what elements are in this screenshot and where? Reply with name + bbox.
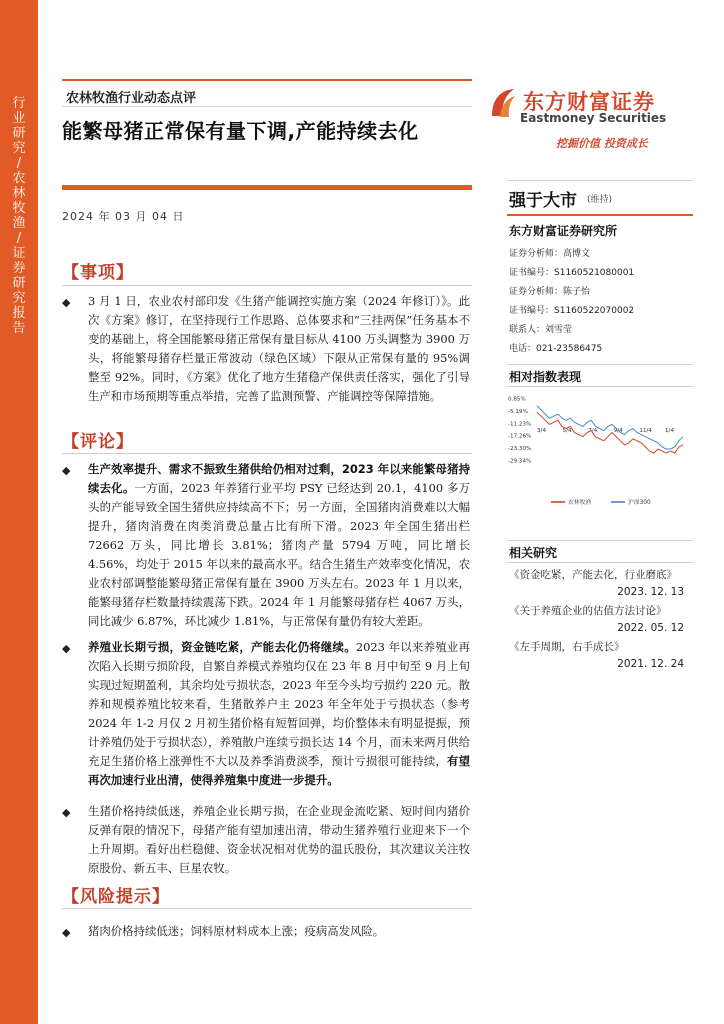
analyst-line: 证券分析师：高博文	[509, 249, 591, 259]
chart-y-tick-label: -23.30%	[508, 446, 532, 453]
comment-heading: 【评论】	[62, 432, 134, 452]
header-rule	[62, 79, 472, 81]
relative-index-chart	[507, 390, 693, 514]
rating-top-rule	[507, 180, 693, 181]
related-rule	[507, 562, 693, 563]
bullet-icon: ◆	[62, 296, 71, 309]
events-paragraph: 3 月 1 日，农业农村部印发《生猪产能调控实施方案（2024 年修订）》。此次《方案》修订，在坚持现行工作思路、总体要求和“三挂两保”任务基本不变的基础上，将全国能繁母猪正常保有量目标从 4100 万头调整为 3900 万头，将能繁母猪存栏量正常波动（绿色区域）下限从正常保有量的 95%调整至 92%。同时，《方案》优化了地方生猪稳产保供责任落实，强化了引导生产和市场预期等重点举措，完善了监测预警、产能调控等保障措施。	[88, 294, 470, 403]
chart-y-tick-label: -5.19%	[508, 408, 528, 415]
chart-x-tick-label: 5/4	[562, 428, 572, 434]
analyst-line: 证书编号：S1160521080001	[509, 268, 635, 278]
chart-legend-label: 农林牧渔	[568, 500, 592, 507]
related-item-date: 2023. 12. 13	[617, 586, 684, 598]
related-item-title[interactable]: 《资金吃紧，产能去化，行业磨底》	[509, 569, 677, 581]
analyst-line: 电话：021-23586475	[509, 344, 603, 354]
chart-x-tick-label: 7/4	[588, 428, 598, 434]
chart-x-tick-label: 11/4	[639, 428, 652, 434]
chart-section-rule-top	[507, 364, 693, 365]
rating-bottom-rule	[507, 214, 693, 216]
report-title: 能繁母猪正常保有量下调,产能持续去化	[62, 119, 419, 143]
chart-x-tick-label: 1/4	[665, 428, 675, 434]
bullet-icon: ◆	[62, 926, 71, 939]
report-date: 2024 年 03 月 04 日	[62, 210, 185, 223]
related-title: 相关研究	[509, 546, 558, 560]
title-rule	[62, 185, 472, 190]
analyst-line: 联系人：刘雪莹	[509, 325, 573, 335]
brand-name-cn: 东方财富证券	[523, 90, 655, 114]
chart-series-line-2	[537, 406, 683, 449]
brand-slogan: 挖掘价值 投资成长	[556, 137, 648, 150]
bullet-icon: ◆	[62, 642, 71, 655]
chart-series-line-1	[537, 412, 683, 453]
comment-paragraph-1	[88, 460, 470, 631]
comment-p2-body: 2023 年以来养殖业再次陷入长期亏损阶段，自繁自养模式养殖均仅在 23 年 8 月中旬至 9 月上旬实现过短期盈利，其余均处亏损状态，2023 年至今头均亏损约 220 元。散养和规模养殖比较来看，生猪散养户主 2023 年全年处于亏损状态（参考 2024 年 1-2 月仅 2 月初生猪价格有短暂回弹，均价整体未有明显提振，预计养殖仍处于亏损状态），养殖散户连续亏损长达 14 个月，而未来两月供给充足生猪价格上涨弹性不大以及养季消费淡季，预计亏损很可能持续，	[88, 640, 470, 768]
chart-legend-label: 沪深300	[628, 500, 651, 507]
related-item-title[interactable]: 《左手周期，右手成长》	[509, 641, 625, 653]
chart-x-tick-label: 9/4	[613, 428, 623, 434]
comment-p2-conclusion: 有望再次加速行业出清，使得养殖集中度进一步提升。	[88, 754, 470, 787]
chart-y-tick-label: 0.85%	[508, 396, 526, 403]
comment-p1-body: 一方面，2023 年养猪行业平均 PSY 已经达到 20.1，4100 多万头的产能导致全国生猪供应持续高不下；另一方面，全国猪肉消费难以大幅提升，猪肉消费在肉类消费总量占比有所下滑。2023 年全国生猪出栏 72662 万头，同比增长 3.81%；猪肉产量 5794 万吨，同比增长 4.56%，均处于 2015 年以来的最高水平。结合生猪生产效率变化情况，农业农村部调整能繁母猪正常保有量在 3900 万头左右。2023 年 1 月以来，能繁母猪存栏数量持续震荡下跌。2024 年 1 月能繁母猪存栏 4067 万头，同比减少 6.87%，环比减少 1.81%，与正常保有量仍有较大差距。	[88, 481, 470, 628]
report-category: 农林牧渔行业动态点评	[66, 91, 197, 106]
comment-paragraph-3: 生猪价格持续低迷，养殖企业长期亏损，在企业现金流吃紧、短时间内猪价反弹有限的情况下，母猪产能有望加速出清，带动生猪养殖行业迎来下一个上升周期。看好出栏稳健、资金状况相对优势的温氏股份，其次建议关注牧原股份、新五丰、巨星农牧。	[88, 804, 470, 875]
related-rule-top	[507, 540, 693, 541]
bullet-icon: ◆	[62, 464, 71, 477]
rating-note: (维持)	[587, 195, 613, 205]
comment-rule	[62, 453, 472, 454]
institute-name: 东方财富证券研究所	[509, 224, 618, 238]
brand-name-en: Eastmoney Securities	[520, 111, 667, 125]
chart-section-title: 相对指数表现	[509, 370, 582, 384]
related-item-date: 2022. 05. 12	[617, 622, 684, 634]
comment-p2-lead: 养殖业长期亏损，资金链吃紧，产能去化仍将继续。	[88, 640, 356, 654]
chart-y-tick-label: -29.34%	[508, 458, 532, 465]
chart-y-tick-label: -17.26%	[508, 433, 532, 440]
brand-logo-icon	[488, 86, 518, 120]
events-heading: 【事项】	[62, 263, 134, 283]
related-item-date: 2021. 12. 24	[617, 658, 684, 670]
analyst-line: 证书编号：S1160522070002	[509, 306, 635, 316]
events-rule	[62, 285, 472, 286]
risk-paragraph: 猪肉价格持续低迷；饲料原材料成本上涨；疫病高发风险。	[88, 924, 385, 938]
chart-section-rule	[507, 386, 693, 387]
comment-paragraph-2	[88, 638, 470, 790]
comment-p1-lead: 生产效率提升、需求不振致生猪供给仍相对过剩，2023 年以来能繁母猪持续去化。	[88, 462, 470, 495]
bullet-icon: ◆	[62, 806, 71, 819]
related-item-title[interactable]: 《关于养殖企业的估值方法讨论》	[509, 605, 667, 617]
risk-rule	[62, 908, 472, 909]
rating-label: 强于大市	[509, 191, 577, 211]
chart-x-tick-label: 3/4	[537, 428, 547, 434]
risk-heading: 【风险提示】	[62, 887, 170, 907]
analyst-line: 证券分析师：陈子怡	[509, 287, 591, 297]
chart-y-tick-label: -11.23%	[508, 421, 532, 428]
side-band-text: 行业研究 / 农林牧渔 / 证券研究报告	[12, 96, 26, 336]
header-thin-rule	[62, 106, 472, 107]
